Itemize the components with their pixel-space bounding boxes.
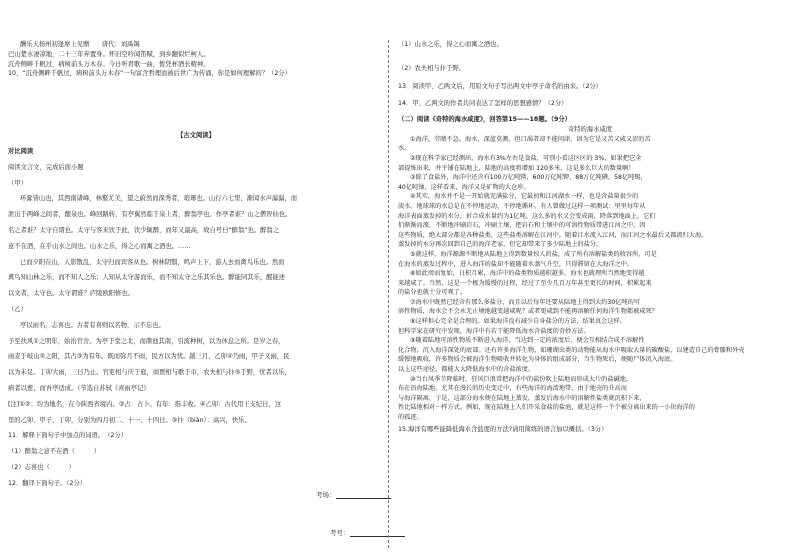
left-column xyxy=(8,40,384,489)
passage-jia-label: （甲） xyxy=(8,179,27,187)
question-12-b: （2）农夫相与抃于野。 xyxy=(398,64,465,72)
article-line: 在海水的蒸发过程中，进入海洋的盐却不能随着水蒸气升空，只得滞留在大海洋之中。 xyxy=(398,260,634,268)
article-line: 的盐分也就十分可观了。 xyxy=(398,289,467,297)
article-line: 性比陆地相对一样方式。例如，现在陆地上人们开采食盐的盐池，就是这样一个个被分离出来的一小块海洋的 xyxy=(398,404,695,412)
article-line: 们渐渐而流，不断地冲刷岩石，冲刷土壤，把岩石和土壤中的可溶性物质带进江河之中，因 xyxy=(398,222,646,230)
article-line: 部提炼出来，并平铺在陆地上，陆地的高度将增加 120多米，这是多么巨大的数量啊！ xyxy=(398,164,635,172)
article-line: 化合物，沉入海洋深处的底部。还有许多海洋生物，如珊瑚虫类的动物能从海水中吸取大量的碳酸盐，以建造自己的骨骼和外壳 xyxy=(398,346,745,354)
article-line: ⑧这样担心完全是合理的。如果海洋没有减少自身盐分的方法，结果真会这样。 xyxy=(410,318,626,326)
passage-yi-line: 予至扶风①之明年，始治官舍。为亭于堂之北，而凿池其南，引流种树，以为休息之所。是岁之春， xyxy=(8,337,285,345)
passage-yi-line: 雨麦于岐山②之阳，其占③为有年。既而弥月不雨，民方以为忧。越三月，乙卯④乃雨，甲子又雨，民 xyxy=(8,353,290,361)
article-line: 40亿吨铀，这样看来，海洋又是矿物的大仓库。 xyxy=(398,183,530,191)
article-line: ⑩当台风季节降临时，狂风巨浪常把海洋中的盐份吹上陆地而形成大片的盐碱地， xyxy=(410,375,633,383)
column-divider xyxy=(388,40,389,548)
article-line: 淡水。地球球的水总是在不停地运动，不停地循环。有人曾做过这样一项测试：里里每年从 xyxy=(398,202,646,210)
poem-line: 巴山楚水凄凉地，二十三年弃置身。怀旧空吟闻笛赋，到乡翻似烂柯人。 xyxy=(8,50,210,58)
question-10: 10、“沉舟侧畔千帆过，病树前头万木春”一句富含哲理而被后世广为传诵，你是如何理解的？（2分） xyxy=(8,70,292,78)
exam-room-blank[interactable] xyxy=(336,491,391,499)
article-line: 溶性物质，海水会不会永无止境地越变越咸呢？或者更咸到不能再溶解任何海洋生物都被咸死？ xyxy=(398,308,658,316)
article-line: ⑦海水中既然已经含有那么多盐分，而且以后每年还要从陆地上得到大约30亿吨的可 xyxy=(410,298,640,306)
passage-jia-line: 禽鸟知山林之乐，而不知人之乐；人知从太守游而乐，而不知太守之乐其乐也。醉能同其乐，醒能述 xyxy=(8,274,286,282)
poem-line: 沉舟侧畔千帆过，病树前头万木春。今日听君歌一曲，暂凭杯酒长精神。 xyxy=(8,60,210,68)
passage-jia-line: 已而夕阳在山，人影散乱，太守归而宾客从也。树林阴翳，鸣声上下，游人去而禽鸟乐也。然而 xyxy=(20,258,285,266)
compare-heading: 对比阅读 xyxy=(8,147,34,155)
question-15: 15.海洋有哪些能降低海水含盐度的方法?请用简练的语言加以概括。（3分） xyxy=(398,425,608,433)
article-line: ④其实，海水并不是一开始就充满盐分，它最初和江河湖水一样，也是含盐量很少的 xyxy=(410,193,639,201)
article-line: 水。 xyxy=(398,145,411,153)
article-line: 来越咸了。当然，这是一个极为缓慢的过程，经过了至少几百万年甚至更长的时间，积累起来 xyxy=(398,279,652,287)
article-line: 这些物质，绝大部分都是各种盐类，这些盐类溶解在江河中，随着江水流入江河，而江河之水最后又都流归大海。 xyxy=(398,231,708,239)
article-line: 以上这些途径，都能大大降低海水中的含盐浓度。 xyxy=(398,366,535,374)
annotation-line: [注]①②：均为地名，在今陕西省境内。③占：占卜。有年：指丰收。④乙卯：古代用干支纪日，这 xyxy=(8,400,282,408)
exam-number-field[interactable] xyxy=(330,528,405,537)
poem-title: 酬乐天扬州初逢席上见赠 唐代：刘禹锡 xyxy=(20,41,140,48)
question-11: 11．解释下面句子中加点的词语。 （2分） xyxy=(8,432,128,440)
section-classical-heading: 【古文阅读】 xyxy=(177,132,215,140)
passage-jia-line: 环滁皆山也，其西南诸峰，林壑尤美，望之蔚然而深秀者，琅琊也。山行六七里，渐闻水声潺潺，而 xyxy=(20,195,298,203)
right-column xyxy=(398,40,782,434)
question-11-a: （1）醉翁之意不在酒（ ） xyxy=(8,448,101,456)
article-line: 布在沿海陆地。尤其在漫长的历史变迁中，有些海洋的海湾地带，由于地壳的升高而 xyxy=(398,385,627,393)
article-line: 的孤迹。 xyxy=(398,414,423,421)
passage-yi-line: 以为未足。丁卯大雨，三日乃止。官吏相与庆于庭，商贾相与歌于市，农夫相与抃⑤于野，忧者以乐， xyxy=(8,369,291,377)
passage-jia-line: 泄出于两峰之间者，酿泉也。峰回路转，有亭翼然临于泉上者，醉翁亭也。作亭者谁？山之僧智仙也。 xyxy=(8,211,292,219)
article-line: ③除了食盐外，海洋中还含有100万亿吨镁，600万亿吨钾，88万亿吨碘，58亿吨锡， xyxy=(410,174,647,182)
question-12: 12．翻译下面句子。（2分） xyxy=(8,479,87,487)
exam-number-label: 考号： xyxy=(330,529,350,537)
article-line: ⑨随着陆地可溶性物质不断进入海洋，当达到一定的浓度后，便会互相结合成不溶解性 xyxy=(410,337,645,345)
article-line: 海洋表面蒸发掉的水分，折合成水量约为1亿吨。这么多的水又会变成雨，降落到地面上，它们 xyxy=(398,212,656,220)
passage-yi-label: （乙） xyxy=(8,305,27,313)
exam-room-field[interactable] xyxy=(316,490,391,499)
article-line: 但科学家在研究中发现，海洋中有若干能降低海水含盐度的奇妙方法。 xyxy=(398,327,590,335)
passage-jia-line: 名之者谁？太守自谓也。太守与客来饮于此，饮少辄醉，而年又最高，故自号曰“醉翁”也。醉翁之 xyxy=(8,226,279,234)
question-14: 14．甲、乙两文的作者共同表达了怎样的思想感情？（2分） xyxy=(398,100,568,108)
passage-yi-line: 病者以愈，而吾亭适成。（节选自苏轼《喜雨亭记》 xyxy=(8,384,150,392)
article-line: ②现在科学家已经测出，海水有3%左右是食盐，可别小看这区区的 3%，如果把它全 xyxy=(410,154,642,162)
exam-number-blank[interactable] xyxy=(350,529,405,537)
article-body xyxy=(398,135,782,423)
article-line: ⑥如此周而复始，日积月累，海洋中的盐类物质越积越多，海水也就理所当然地变得越 xyxy=(410,270,645,278)
question-13: 13．阅读甲、乙两文后，用原文句子写出两文中亭子命名的由来。（2分） xyxy=(398,82,603,90)
article-line: 缓慢地吸收，许多物质会被海洋生物吸收并转化为身体的组成部分，当生物死后，便随尸体沉入海底。 xyxy=(398,356,677,364)
article-line: ⑤就这样，海洋源源不断地从陆地上得到数量惊人的盐，成了所有溶解盐类的收容所，可是 xyxy=(410,250,657,258)
passage-yi-line: 亭以雨名，志喜也。古者有喜则以名物，示不忘也。 xyxy=(20,321,165,329)
passage-jia-line: 以文者，太守也。太守谓谁？庐陵欧阳修也。 xyxy=(8,290,134,298)
annotation-line: 里的乙卯、甲子、丁卯，分别为四月初二、十一、十四日。⑤抃（biàn）：高兴，快乐。 xyxy=(8,416,251,424)
instruction: 阅读文言文，完成后面小题 xyxy=(8,163,84,171)
article-line: 与海洋隔离，于是，这部分海水便在陆地上蒸发，蒸发后海水中的溶解性盐类就沉积下来， xyxy=(398,394,646,402)
article-line: ①海洋，劳睛不急。海水，深蓝莫测。但口渴者却不能问津，因为它是又苦又咸又涩的苦 xyxy=(410,135,651,143)
question-11-b: （2）志喜也（ ） xyxy=(8,463,75,471)
section-2-heading: （二）阅读《奇特的海水咸度》，回答第15——18题。（9分） xyxy=(398,116,572,124)
question-12-a: （1）山水之乐，得之心而寓之酒也。 xyxy=(398,41,503,48)
article-line: 蒸发掉的水分再次回到自己的海洋老家，但它却带来了多少陆地上的盐分。 xyxy=(398,241,603,249)
article-title: 奇特的海水咸度 xyxy=(567,125,613,133)
exam-room-label: 考场： xyxy=(316,491,336,499)
passage-jia-line: 意不在酒，在乎山水之间也。山水之乐，得之心而寓之酒也。…… xyxy=(8,242,191,250)
